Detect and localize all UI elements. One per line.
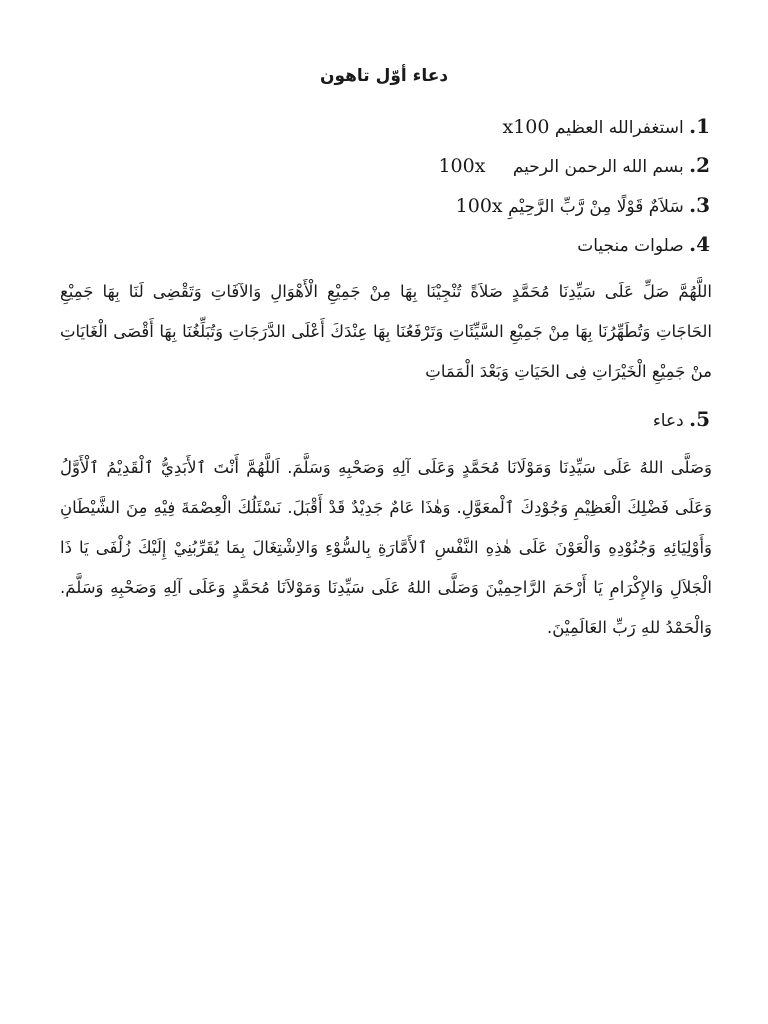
item-text: صلوات منجيات [577,236,684,256]
list-item-doa [60,405,710,435]
salawat-paragraph: اللَّهُمَّ صَلِّ عَلَى سَيِّدِنَا مُحَمَّدٍ صَلاَةً تُنْجِيْنَا بِهَا مِنْ جَمِيْعِ الْأَهْوَالِ وَالآفَاتِ وَتَقْضِى لَنَا بِهَا جَمِيْعِ الحَاجَاتِ وَتُطَهِّرُنَا بِهَا مِنْ جَمِيْعِ السَّيِّئَاتِ وَتَرْفَعُنَا بِهَا عِنْدَكَ أَعْلَى الدَّرَجَاتِ وَتُبَلِّغُنَا بِهَا أَقْصَى الْغَايَاتِ منْ جَمِيْعِ الْخَيْرَاتِ فِى الحَيَاتِ وَبَعْدَ الْمَمَاتِ [60,282,712,381]
page-title: دعاء أوّل تاهون [319,66,449,86]
list-item-basmalah [60,151,710,181]
item-number: 2. [689,153,710,177]
item-number: 4. [689,232,710,256]
list-item-istighfar [60,112,710,142]
doa-paragraph: وَصَلَّى اللهُ عَلَى سَيِّدِنَا وَمَوْلَانَا مُحَمَّدٍ وَعَلَى آلِهِ وَصَحْبِهِ وَسَلَّمَ. اَللَّهُمَّ أَنْتَ ٱلأَبَدِيُّ ٱلْقَدِيْمُ ٱلْأَوَّلُ وَعَلَى فَضْلِكَ الْعَظِيْمِ وَجُوْدِكَ ٱلْمعَوَّلِ. وَهٰذَا عَامٌ جَدِيْدٌ قَدْ أَقْبَلَ. نَسْئَلُكَ الْعِصْمَةَ فِيْهِ مِنَ الشَّيْطَانِ وَأَوْلِيَائِهِ وَجُنُوْدِهِ وَالْعَوْنَ عَلَى هٰذِهِ النَّفْسِ ٱلأَمَّارَةِ بِالسُّوْءِ وَالاِشْتِغَالَ بِمَا يُقَرِّبُنِيْ إِلَيْكَ زُلْفَى يَا ذَا الْجَلاَلِ وَالإِكْرَامِ يَا أَرْحَمَ الرَّاحِمِيْنَ وَصَلَّى اللهُ عَلَى سَيِّدِنَا وَمَوْلاَنَا مُحَمَّدٍ وَعَلَى آلِهِ وَصَحْبِهِ وَسَلَّمَ. وَالْحَمْدُ للهِ رَبِّ العَالَمِيْنَ. [60,458,712,637]
item-count: 100x [455,195,503,217]
list-item-salawat [60,230,710,260]
list-item-salamun [60,191,710,221]
item-number: 3. [689,193,710,217]
item-count: x100 [502,116,550,138]
item-count: 100x [438,155,486,177]
item-text: دعاء [652,411,684,431]
item-text: سَلاَمٌ قَوْلًا مِنْ رَّبِّ الرَّحِيْمِ [508,197,684,217]
item-text: استغفرالله العظيم [554,118,684,138]
item-number: 5. [689,407,710,431]
item-text: بسم الله الرحمن الرحيم [512,157,684,177]
item-number: 1. [689,114,710,138]
